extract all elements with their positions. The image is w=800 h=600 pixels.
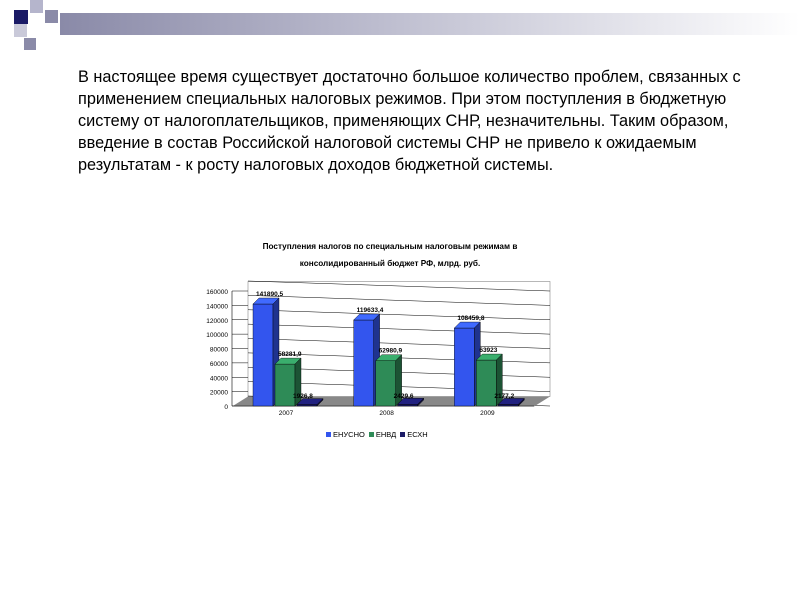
bar: [275, 364, 295, 406]
bar: [354, 320, 374, 406]
x-tick-label: 2007: [278, 410, 294, 417]
bar: [498, 404, 518, 406]
y-tick-label: 120000: [206, 317, 228, 325]
legend-item: [326, 430, 365, 439]
chart-title-line-2: консолидированный бюджет РФ, млрд. руб.: [299, 259, 481, 268]
x-tick-label: 2008: [379, 410, 394, 417]
bar: [398, 404, 418, 406]
y-tick-label: 40000: [209, 375, 228, 383]
data-label: 1926,8: [293, 393, 313, 400]
legend-swatch: [369, 432, 374, 437]
bar: [253, 304, 273, 406]
data-label: 62980,9: [378, 347, 403, 355]
slide-body-text: В настоящее время существует достаточно большое количество проблем, связанных с применением специальных налоговых режимов. При этом поступления в бюджетную систему от налогоплательщиков, применяющих СНР, незначительны. Таким образом, введение в состав Российской налоговой системы СНР не привело к ожидаемым результатам - к росту налоговых доходов бюджетной системы.: [78, 68, 741, 174]
legend-label: ЕНУСНО: [333, 430, 365, 439]
bar: [297, 405, 317, 406]
y-tick-label: 140000: [206, 303, 228, 311]
y-tick-label: 80000: [209, 346, 228, 354]
data-label: 63923: [479, 347, 498, 355]
y-tick-label: 100000: [206, 332, 228, 340]
legend-label: ЕСХН: [407, 430, 428, 439]
data-label: 2429,6: [393, 393, 414, 400]
data-label: 108459,8: [457, 315, 485, 323]
legend-swatch: [326, 432, 331, 437]
x-tick-label: 2009: [480, 410, 495, 417]
y-tick-label: 160000: [206, 289, 228, 296]
data-label: 141890,5: [256, 291, 284, 299]
y-tick-label: 0: [224, 404, 228, 411]
data-label: 58281,9: [278, 351, 302, 359]
bar: [454, 328, 474, 406]
y-tick-label: 60000: [209, 360, 228, 368]
legend-item: [369, 430, 396, 439]
chart-legend: [326, 430, 428, 439]
y-tick-label: 20000: [209, 389, 228, 397]
chart-title-line-1: Поступления налогов по специальным налоговым режимам в: [262, 242, 518, 251]
data-label: 119633,4: [356, 307, 384, 315]
bar: [376, 361, 396, 406]
legend-swatch: [400, 432, 405, 437]
data-label: 2177,2: [494, 393, 515, 400]
legend-label: ЕНВД: [375, 430, 397, 439]
legend-item: [400, 430, 427, 439]
bar: [476, 360, 496, 406]
